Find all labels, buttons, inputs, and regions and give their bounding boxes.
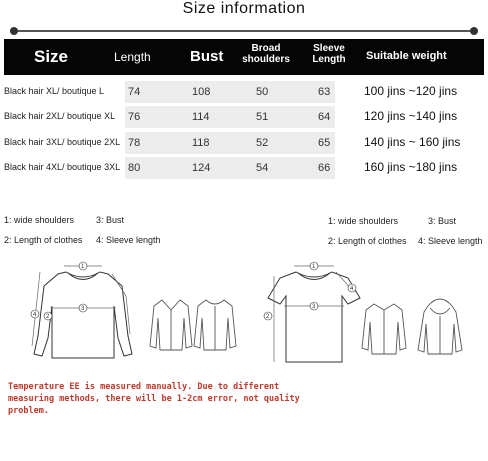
row-shoulders: 52 xyxy=(256,137,269,149)
row-shoulders: 51 xyxy=(256,111,269,123)
tshirt-measure-diagram xyxy=(262,258,366,370)
svg-text:4: 4 xyxy=(33,312,37,318)
divider-dot-left xyxy=(10,27,18,35)
row-size: Black hair 3XL/ boutique 2XL xyxy=(4,137,121,147)
svg-text:1: 1 xyxy=(81,264,85,270)
row-weight: 160 jins ~180 jins xyxy=(364,160,458,174)
divider-dot-right xyxy=(470,27,478,35)
jacket-sketches xyxy=(148,296,240,354)
table-row xyxy=(0,132,488,154)
row-bust: 108 xyxy=(192,86,211,98)
table-row xyxy=(0,81,488,103)
legend-left-shoulders: 1: wide shoulders xyxy=(4,215,75,225)
row-length: 80 xyxy=(128,162,141,174)
legend-left-sleeve: 4: Sleeve length xyxy=(96,235,161,245)
legend-right-bust: 3: Bust xyxy=(428,216,457,226)
row-size: Black hair 4XL/ boutique 3XL xyxy=(4,162,121,172)
row-band xyxy=(125,81,335,103)
row-sleeve: 65 xyxy=(318,137,331,149)
row-length: 76 xyxy=(128,111,141,123)
svg-text:3: 3 xyxy=(312,304,316,310)
table-header xyxy=(4,39,484,75)
row-band xyxy=(125,132,335,154)
header-bust: Bust xyxy=(190,48,224,65)
row-length: 74 xyxy=(128,86,141,98)
svg-text:3: 3 xyxy=(81,306,85,312)
row-weight: 140 jins ~ 160 jins xyxy=(364,135,461,149)
row-band xyxy=(125,106,335,128)
long-sleeve-measure-diagram xyxy=(28,256,148,372)
header-broad-shoulders: Broad shoulders xyxy=(242,43,290,65)
legend-right-sleeve: 4: Sleeve length xyxy=(418,236,483,246)
header-sleeve-length: Sleeve Length xyxy=(312,43,346,65)
row-size: Black hair XL/ boutique L xyxy=(4,86,105,96)
row-band xyxy=(125,157,335,179)
header-length: Length xyxy=(114,50,151,64)
svg-text:2: 2 xyxy=(266,314,270,320)
legend-right-length: 2: Length of clothes xyxy=(328,236,407,246)
legend-left-length: 2: Length of clothes xyxy=(4,235,83,245)
row-weight: 120 jins ~140 jins xyxy=(364,109,458,123)
svg-text:4: 4 xyxy=(350,286,354,292)
page-title: Size information xyxy=(182,0,306,17)
table-row xyxy=(0,157,488,179)
row-bust: 118 xyxy=(192,137,210,149)
header-size: Size xyxy=(34,47,69,66)
row-sleeve: 64 xyxy=(318,111,331,123)
row-weight: 100 jins ~120 jins xyxy=(364,84,458,98)
measurement-note: Temperature EE is measured manually. Due to different measuring methods, there will be 1-2cm error, not quality problem. xyxy=(8,382,300,416)
svg-text:2: 2 xyxy=(46,314,50,320)
legend-left-bust: 3: Bust xyxy=(96,215,125,225)
svg-text:1: 1 xyxy=(312,264,316,270)
shirt-hoodie-sketches xyxy=(360,296,464,358)
row-shoulders: 54 xyxy=(256,162,269,174)
row-shoulders: 50 xyxy=(256,86,269,98)
row-bust: 114 xyxy=(192,111,210,123)
row-bust: 124 xyxy=(192,162,211,174)
row-size: Black hair 2XL/ boutique XL xyxy=(4,111,116,121)
header-suitable-weight: Suitable weight xyxy=(366,50,447,62)
row-length: 78 xyxy=(128,137,141,149)
title-divider xyxy=(10,30,476,32)
legend-right-shoulders: 1: wide shoulders xyxy=(328,216,399,226)
table-row xyxy=(0,106,488,128)
row-sleeve: 63 xyxy=(318,86,331,98)
row-sleeve: 66 xyxy=(318,162,331,174)
